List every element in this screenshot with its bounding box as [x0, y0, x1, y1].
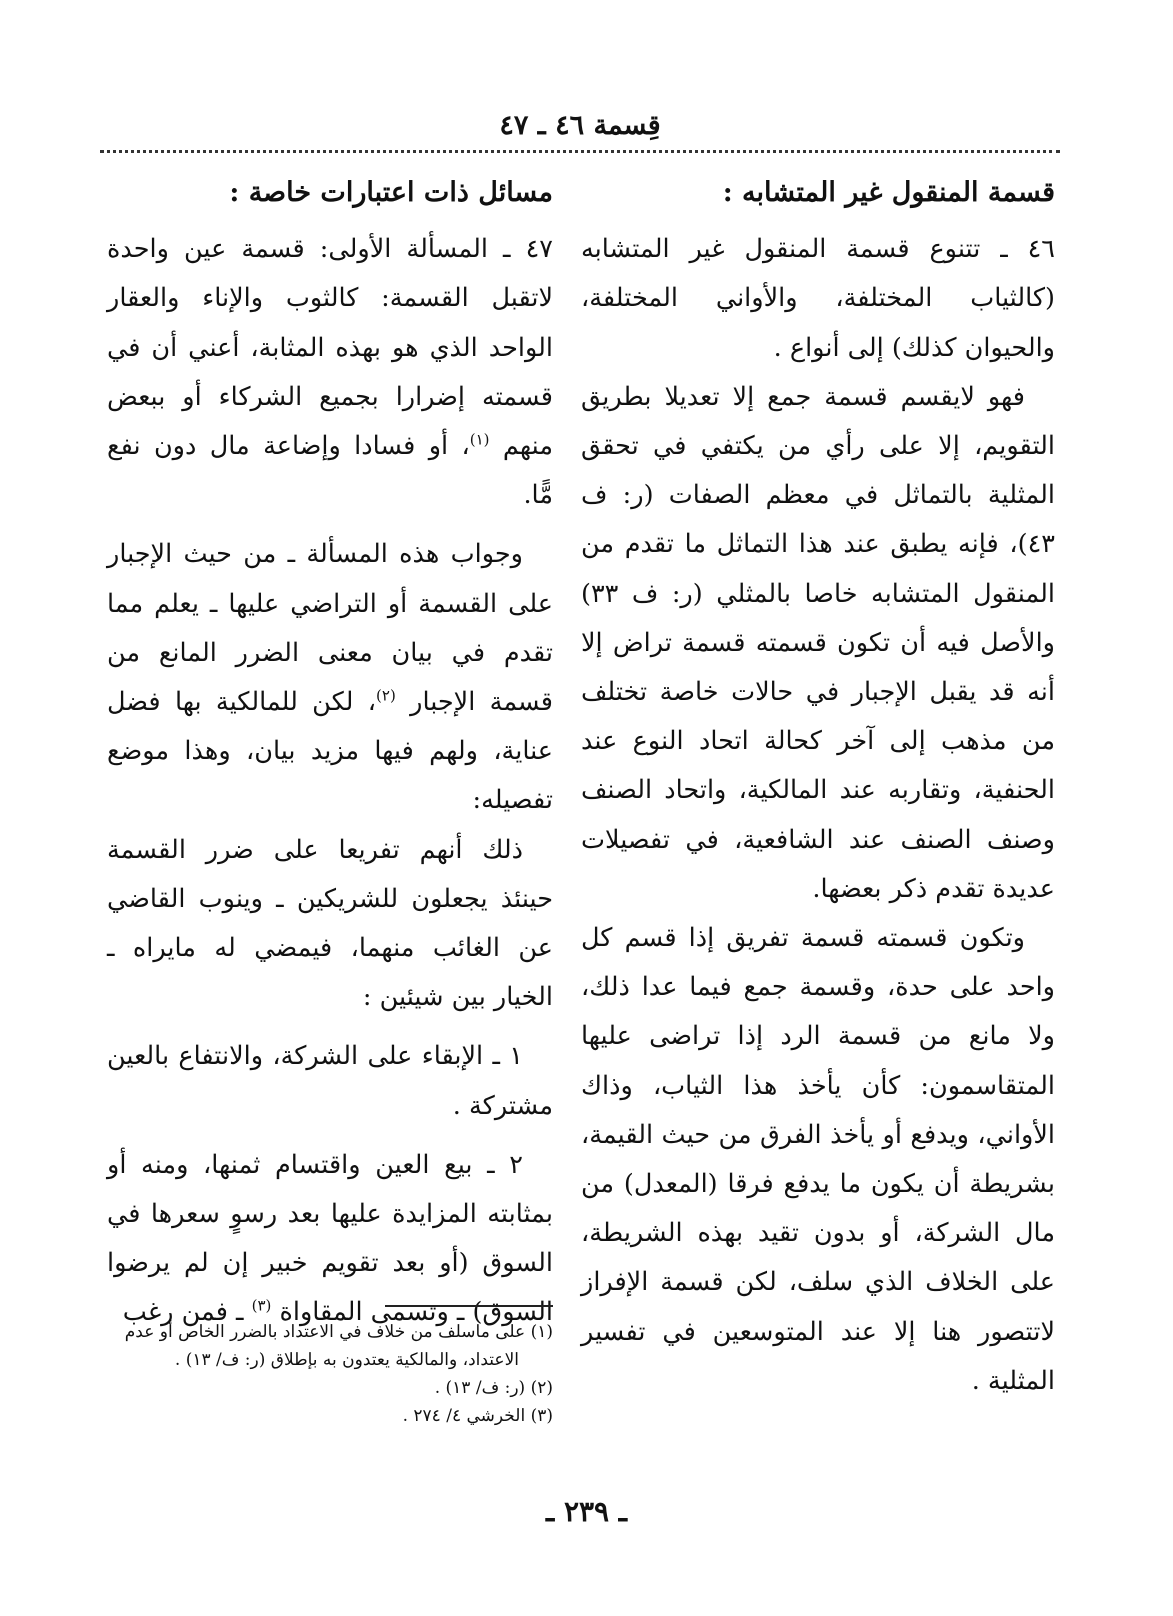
- paragraph-maliki-options: ذلك أنهم تفريعا على ضرر القسمة حينئذ يجعلون للشريكين ـ وينوب القاضي عن الغائب منهما، فيمضي له مايراه ـ الخيار بين شيئين :: [107, 834, 553, 1013]
- paragraph-47-tail: ، أو فسادا وإضاعة مال دون نفع مًّا.: [107, 431, 553, 511]
- page-number: ـ ٢٣٩ ـ: [545, 1495, 628, 1528]
- paragraph-46-tafriq: وتكون قسمته قسمة تفريق إذا قسم كل واحد على حدة، وقسمة جمع فيما عدا ذلك، ولا مانع من قسمة الرد إذا تراضى عليها المتقاسمون: كأن يأخذ هذا الثياب، وذاك الأواني، ويدفع أو يأخذ الفرق من حيث القيمة، بشريطة أن يكون ما يدفع فرقا (المعدل) من مال الشركة، أو بدون تقيد بهذه الشريطة، على الخلاف الذي سلف، لكن قسمة الإفراز لاتتصور هنا إلا عند المتوسعين في تفسير المثلية .: [581, 923, 1055, 1396]
- paragraph-46: ٤٦ ـ تتنوع قسمة المنقول غير المتشابه (كالثياب المختلفة، والأواني المختلفة، والحيوان كذلك) إلى أنواع .: [581, 234, 1055, 363]
- paragraph-answer-text: وجواب هذه المسألة ـ من حيث الإجبار على القسمة أو التراضي عليها ـ يعلم مما تقدم في بيان معنى الضرر المانع من قسمة الإجبار: [107, 539, 553, 718]
- left-column-heading: مسائل ذات اعتبارات خاصة :: [229, 177, 553, 208]
- right-column-heading: قسمة المنقول غير المتشابه :: [722, 177, 1055, 208]
- paragraph-46-body: فهو لايقسم قسمة جمع إلا تعديلا بطريق التقويم، إلا على رأي من يكتفي في تحقق المثلية بالتماثل في معظم الصفات (ر: ف ٤٣)، فإنه يطبق عند هذا التماثل ما تقدم من المنقول المتشابه خاصا بالمثلي (ر: ف ٣٣) والأصل فيه أن تكون قسمته قسمة تراض إلا أنه قد يقبل الإجبار في حالات خاصة تختلف من مذهب إلى آخر كحالة اتحاد النوع عند الحنفية، وتقاربه عند المالكية، واتحاد الصنف وصنف الصنف عند الشافعية، في تفصيلات عديدة تقدم ذكر بعضها.: [581, 381, 1055, 904]
- right-column: [581, 168, 1055, 1406]
- footnote-ref-3: (٣): [251, 1296, 272, 1315]
- paragraph-47: [107, 225, 553, 520]
- option-2: [107, 1141, 553, 1338]
- footnote-1-text: على ماسلف من خلاف في الاعتداد بالضرر الخاص أو عدم: [124, 1322, 526, 1342]
- footnote-3: [107, 1402, 553, 1430]
- footnote-1: [107, 1318, 553, 1374]
- footnote-ref-1: (١): [469, 430, 490, 449]
- footnote-ref-2: (٢): [376, 686, 396, 705]
- footnote-2-text: (ر: ف/ ١٣) .: [434, 1378, 526, 1398]
- paragraph-answer: [107, 530, 553, 825]
- header-dotted-rule: [100, 150, 1060, 153]
- option-2-text: ٢ ـ بيع العين واقتسام ثمنها، ومنه أو بمثابته المزايدة عليها بعد رسوٍ سعرها في السوق (أو بعد تقويم خبير إن لم يرضوا السوق) ـ وتسمى المقاواة: [107, 1149, 553, 1328]
- footnote-2: [107, 1374, 553, 1402]
- footnote-2-number: (٢): [530, 1378, 553, 1398]
- footnote-3-number: (٣): [530, 1406, 553, 1426]
- footnote-3-text: الخرشي ٤/ ٢٧٤ .: [402, 1406, 526, 1426]
- paragraph-answer-tail: ، لكن للمالكية بها فضل عناية، ولهم فيها مزيد بيان، وهذا موضع تفصيله:: [107, 687, 553, 816]
- option-1: ١ ـ الإبقاء على الشركة، والانتفاع بالعين مشتركة .: [107, 1041, 553, 1121]
- paragraph-47-text: ٤٧ ـ المسألة الأولى: قسمة عين واحدة لاتقبل القسمة: كالثوب والإناء والعقار الواحد الذي هو بهذه المثابة، أعني أن في قسمته إضرارا بجميع الشركاء أو ببعض منهم: [107, 234, 553, 462]
- option-2-tail: ـ فمن رغب: [122, 1297, 252, 1328]
- footnote-1-number: (١): [530, 1322, 553, 1342]
- footnote-1-continuation: الاعتداد، والمالكية يعتدون به بإطلاق (ر: ف/ ١٣) .: [174, 1350, 519, 1370]
- left-column: [107, 168, 553, 1338]
- footnote-rule: [385, 1305, 553, 1307]
- footnotes: [107, 1318, 553, 1430]
- page-header: قِسمة ٤٦ ـ ٤٧: [499, 110, 661, 141]
